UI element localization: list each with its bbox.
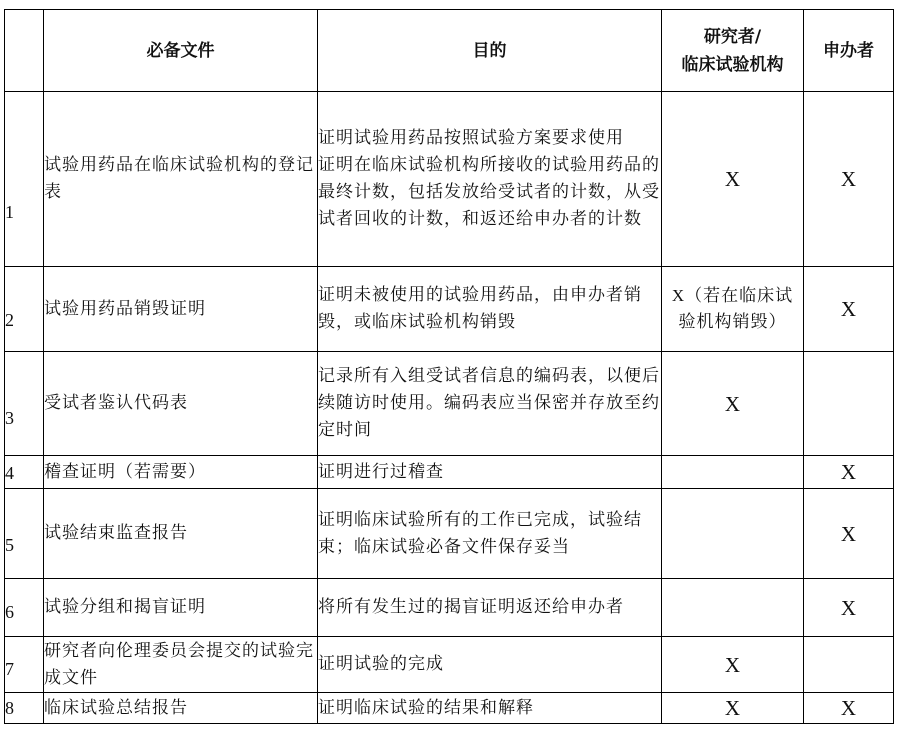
row-document: 受试者鉴认代码表 — [44, 352, 318, 456]
essential-documents-table — [4, 9, 894, 724]
header-num — [5, 10, 44, 92]
header-investigator — [662, 10, 804, 92]
table-row — [5, 579, 894, 637]
table-row — [5, 489, 894, 579]
sponsor-mark: X — [804, 489, 894, 579]
purpose-line: 证明未被使用的试验用药品，由申办者销毁，或临床试验机构销毁 — [318, 285, 642, 332]
investigator-mark: X — [662, 637, 804, 693]
row-num: 1 — [5, 92, 44, 267]
purpose-line: 证明进行过稽查 — [318, 461, 444, 482]
table-header-row — [5, 10, 894, 92]
row-purpose — [318, 579, 662, 637]
investigator-mark — [662, 456, 804, 489]
purpose-line: 证明临床试验的结果和解释 — [318, 697, 534, 718]
table-row — [5, 267, 894, 352]
sponsor-mark — [804, 637, 894, 693]
header-purpose: 目的 — [318, 10, 662, 92]
sponsor-mark: X — [804, 456, 894, 489]
row-purpose — [318, 693, 662, 724]
row-purpose — [318, 489, 662, 579]
row-num: 3 — [5, 352, 44, 456]
row-num: 2 — [5, 267, 44, 352]
row-document: 试验结束监查报告 — [44, 489, 318, 579]
table-row — [5, 637, 894, 693]
row-num: 6 — [5, 579, 44, 637]
table-row — [5, 456, 894, 489]
sponsor-mark: X — [804, 267, 894, 352]
table-row — [5, 693, 894, 724]
row-num: 8 — [5, 693, 44, 724]
investigator-mark — [662, 489, 804, 579]
purpose-line: 证明临床试验所有的工作已完成，试验结束；临床试验必备文件保存妥当 — [318, 509, 642, 557]
header-investigator-line1: 研究者/ — [703, 26, 762, 47]
row-purpose — [318, 267, 662, 352]
purpose-line: 证明试验的完成 — [318, 654, 444, 674]
row-purpose — [318, 637, 662, 693]
row-num: 5 — [5, 489, 44, 579]
investigator-mark: X — [662, 352, 804, 456]
header-document: 必备文件 — [44, 10, 318, 92]
investigator-mark — [662, 579, 804, 637]
investigator-mark: X — [662, 693, 804, 724]
row-purpose — [318, 352, 662, 456]
row-document: 试验用药品销毁证明 — [44, 267, 318, 352]
sponsor-mark: X — [804, 579, 894, 637]
sponsor-mark: X — [804, 693, 894, 724]
sponsor-mark — [804, 352, 894, 456]
sponsor-mark: X — [804, 92, 894, 267]
table-row — [5, 352, 894, 456]
purpose-line: 证明在临床试验机构所接收的试验用药品的最终计数，包括发放给受试者的计数，从受试者回收的计数，和返还给申办者的计数 — [318, 155, 660, 229]
row-document: 试验分组和揭盲证明 — [44, 579, 318, 637]
investigator-mark: X（若在临床试验机构销毁） — [662, 267, 804, 352]
purpose-line: 记录所有入组受试者信息的编码表，以便后续随访时使用。编码表应当保密并存放至约定时间 — [318, 366, 660, 440]
row-document: 稽查证明（若需要） — [44, 456, 318, 489]
row-document: 试验用药品在临床试验机构的登记表 — [44, 92, 318, 267]
purpose-line: 将所有发生过的揭盲证明返还给申办者 — [318, 597, 624, 617]
header-sponsor: 申办者 — [804, 10, 894, 92]
purpose-line: 证明试验用药品按照试验方案要求使用 — [318, 128, 624, 148]
header-investigator-line2: 临床试验机构 — [681, 54, 784, 75]
row-purpose — [318, 456, 662, 489]
row-num: 4 — [5, 456, 44, 489]
table-row — [5, 92, 894, 267]
row-purpose — [318, 92, 662, 267]
row-num: 7 — [5, 637, 44, 693]
row-document: 研究者向伦理委员会提交的试验完成文件 — [44, 637, 318, 693]
row-document: 临床试验总结报告 — [44, 693, 318, 724]
investigator-mark: X — [662, 92, 804, 267]
